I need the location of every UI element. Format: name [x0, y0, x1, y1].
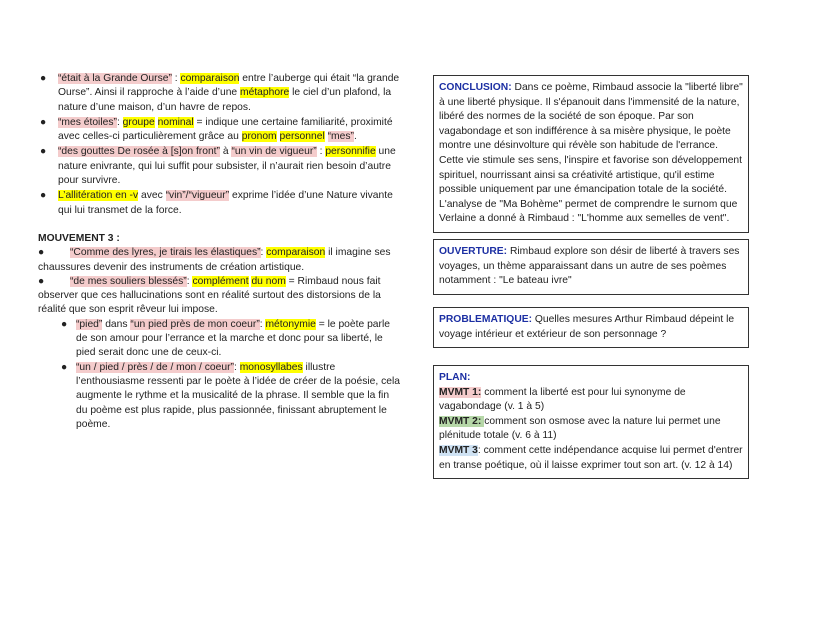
bullet-icon: ●: [61, 361, 68, 373]
plan-box: [433, 365, 749, 479]
bullet-icon: ●: [61, 318, 68, 330]
list-item: ● “était à la Grande Ourse” : comparaison entre l’auberge qui était “la grande Ourse”. Ainsi il rapproche à l’aide d’une métaphore le ciel d’un plafond, la nature d’une maison, d’un havre de repos.: [40, 73, 400, 113]
figure-highlight: nominal: [157, 116, 194, 128]
figure-highlight: comparaison: [180, 73, 240, 84]
plan-label: PLAN:: [439, 372, 471, 383]
figure-highlight: monosyllabes: [239, 361, 303, 373]
figure-highlight: métonymie: [265, 318, 316, 330]
figure-highlight: métaphore: [240, 87, 290, 99]
list-item: ● L’allitération en -v avec “vin”/“vigueur” exprime l’idée d’une Nature vivante qui lui transmet de la force.: [40, 190, 393, 216]
figure-highlight: complément: [192, 275, 249, 287]
ouverture-text: Rimbaud explore son désir de liberté à travers ses voyages, un thème apparaissant dans un autre de ses poèmes notamment : "Le bateau ivre": [439, 246, 740, 287]
conclusion-label: CONCLUSION:: [439, 82, 512, 93]
bullet-icon: ●: [40, 116, 47, 128]
list-item: ● “de mes souliers blessés”: complément du nom = Rimbaud nous fait observer que ces hallucinations sont en réalité surtout des distorsions de la réalité que son esprit rêveur lui impose.: [38, 275, 381, 316]
conclusion-box: [433, 75, 749, 233]
bullet-icon: ●: [38, 275, 45, 287]
quote-highlight: “des gouttes De rosée à [s]on front”: [58, 146, 220, 158]
bullet-icon: ●: [40, 73, 47, 84]
quote-highlight: “mes étoiles”: [58, 116, 117, 128]
problematique-text: Quelles mesures Arthur Rimbaud dépeint le voyage intérieur et extérieur de son personnage ?: [439, 314, 735, 340]
list-item: ● “pied” dans “un pied près de mon coeur”: métonymie = le poète parle de son amour pour l’errance et la marche et donc pour sa liberté, le pied serait donc une de ceux-ci.: [61, 318, 390, 359]
figure-highlight: L’allitération en -v: [58, 190, 139, 202]
quote-highlight: “Comme des lyres, je tirais les élastiques”: [69, 247, 261, 259]
list-item: ● “Comme des lyres, je tirais les élastiques”: comparaison il imagine ses chaussures devenir des instruments de création artistique.: [38, 247, 391, 273]
figure-highlight: pronom: [241, 131, 277, 143]
section-heading-mouvement-3: MOUVEMENT 3 :: [38, 232, 120, 244]
ouverture-label: OUVERTURE:: [439, 246, 508, 257]
mvmt-label: MVMT 2:: [439, 415, 485, 427]
figure-highlight: personnel: [279, 131, 325, 143]
figure-highlight: comparaison: [266, 247, 326, 259]
quote-highlight: “était à la Grande Ourse”: [58, 73, 172, 84]
list-item: ● “des gouttes De rosée à [s]on front” à “un vin de vigueur” : personnifie une nature enivrante, qui lui suffit pour subsister, il n’aurait rien besoin d’autre pour survivre.: [40, 146, 396, 187]
mvmt-label: MVMT 3: [439, 444, 478, 456]
bullet-icon: ●: [40, 146, 47, 158]
figure-highlight: personnifie: [325, 146, 376, 158]
problematique-box: [433, 307, 749, 348]
list-item: ● “un / pied / près / de / mon / coeur”: monosyllabes illustre l’enthousiasme ressenti par le poète à l’idée de créer de la poésie, cela augmente le rythme et la musicalité de la phrase. Il semble que la fin du poème est plus rapide, plus passionnée, finissant abruptement le poème.: [61, 361, 400, 430]
plan-item-mvmt-3: MVMT 3: comment cette indépendance acquise lui permet d'entrer en transe poétique, où il laisse exprimer tout son art. (v. 12 à 14): [439, 444, 743, 471]
quote-highlight: “pied”: [76, 318, 103, 330]
quote-highlight: “un / pied / près / de / mon / coeur”: [76, 361, 234, 373]
mvmt-label: MVMT 1:: [439, 386, 482, 398]
bullet-icon: ●: [40, 190, 47, 202]
ouverture-box: [433, 239, 749, 295]
quote-highlight: “mes”: [327, 131, 354, 143]
quote-highlight: “vin”/“vigueur”: [165, 190, 230, 202]
quote-highlight: “un pied près de mon coeur”: [130, 318, 260, 330]
problematique-label: PROBLEMATIQUE:: [439, 314, 533, 325]
bullet-icon: ●: [38, 247, 45, 259]
plan-item-mvmt-1: MVMT 1: comment la liberté est pour lui synonyme de vagabondage (v. 1 à 5): [439, 386, 686, 413]
quote-highlight: “un vin de vigueur”: [231, 146, 317, 158]
figure-highlight: groupe: [122, 116, 155, 128]
list-item: ● “mes étoiles”: groupe nominal = indique une certaine familiarité, proximité avec celles-ci particulièrement grâce au pronom personnel “mes”.: [40, 116, 393, 143]
left-column: [38, 72, 400, 432]
plan-item-mvmt-2: MVMT 2: comment son osmose avec la nature lui permet une plénitude totale (v. 6 à 11): [439, 415, 721, 442]
quote-highlight: “de mes souliers blessés”: [69, 275, 187, 287]
figure-highlight: du nom: [251, 275, 286, 287]
conclusion-text: Dans ce poème, Rimbaud associe la "liberté libre" à une liberté physique. Il s'épanouit dans l'immensité de la nature, libéré des normes de la société de son époque. Par son vagabondage et son indifférence à sa misère physique, le poète montre une désinvolture qui révèle son habitude de l'errance. Cette vie stimule ses sens, l'inspire et favorise son développement spirituel, nourrissant ainsi sa créativité artistique, qu'il estime possible uniquement par une émancipation totale de la société. L'analyse de "Ma Bohème" permet de comprendre le surnom que Verlaine a donné à Rimbaud : "L'homme aux semelles de vent".: [439, 82, 743, 225]
